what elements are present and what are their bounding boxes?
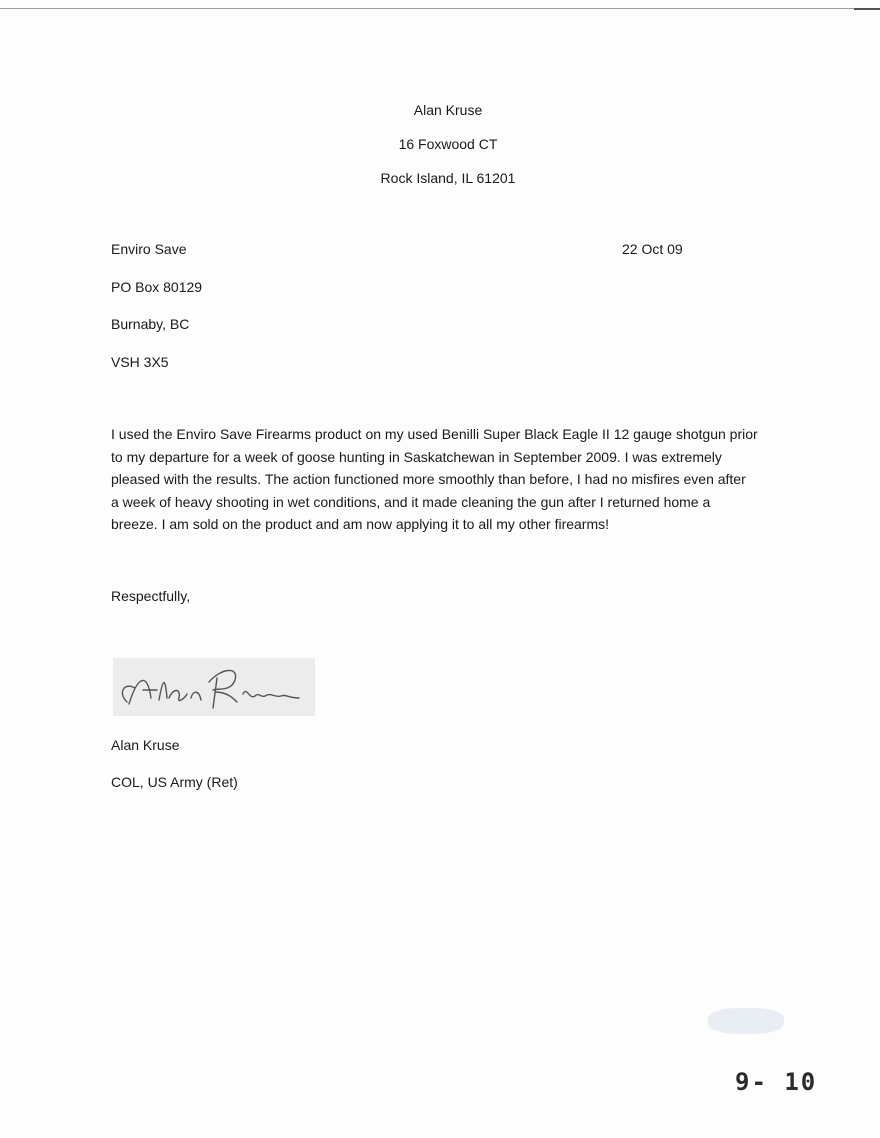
sender-name: Alan Kruse — [413, 102, 483, 118]
scan-edge-line — [0, 8, 880, 9]
recipient-po-box: PO Box 80129 — [111, 278, 203, 295]
sender-street: 16 Foxwood CT — [398, 136, 498, 152]
recipient-name: Enviro Save — [111, 241, 187, 257]
sender-city: Rock Island, IL 61201 — [380, 170, 516, 186]
sender-address-block — [0, 100, 880, 202]
body-line: I used the Enviro Save Firearms product on my used Benilli Super Black Eagle II 12 gauge shotgun prior — [111, 426, 758, 442]
body-line: a week of heavy shooting in wet conditions, and it made cleaning the gun after I returned home a — [111, 493, 711, 510]
signer-title: COL, US Army (Ret) — [111, 774, 238, 790]
letter-closing: Respectfully, — [111, 588, 191, 604]
signature-scribble — [113, 658, 315, 716]
scan-edge-mark — [854, 8, 880, 10]
recipient-address-block — [111, 239, 202, 389]
handwritten-signature — [113, 658, 315, 716]
body-line: pleased with the results. The action functioned more smoothly than before, I had no misfires even after — [111, 471, 746, 488]
signer-name: Alan Kruse — [111, 737, 180, 753]
letter-body — [111, 423, 801, 536]
recipient-city: Burnaby, BC — [111, 316, 190, 332]
body-line: breeze. I am sold on the product and am now applying it to all my other firearms! — [111, 516, 610, 533]
letter-date: 22 Oct 09 — [622, 241, 683, 257]
page-number-mark: 9- 10 — [735, 1068, 818, 1096]
body-line: to my departure for a week of goose hunting in Saskatchewan in September 2009. I was extremely — [111, 448, 722, 465]
scan-smudge — [708, 1008, 784, 1034]
recipient-postal-code: VSH 3X5 — [111, 353, 169, 370]
